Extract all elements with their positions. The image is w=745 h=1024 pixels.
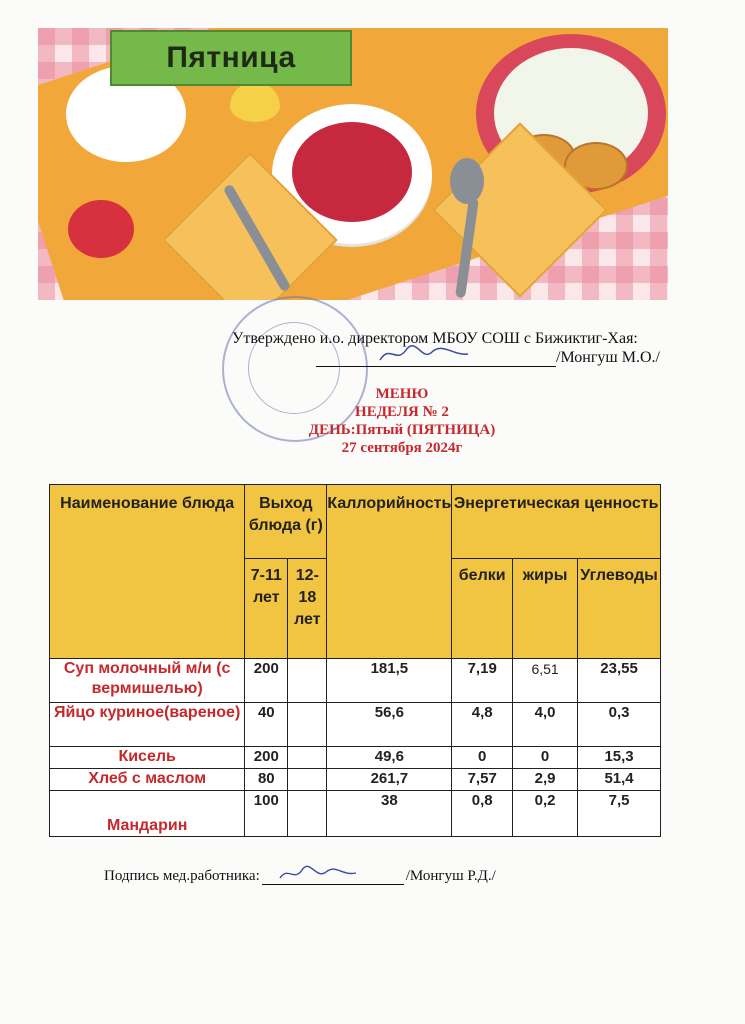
medic-signature-scribble — [278, 864, 368, 884]
header-protein: белки — [452, 559, 513, 659]
header-illustration — [38, 28, 668, 300]
banana-illustration — [230, 82, 280, 122]
yield-12-18 — [288, 769, 327, 791]
dish-name: Кисель — [50, 747, 245, 769]
fat: 0,2 — [513, 791, 578, 837]
fat: 6,51 — [513, 659, 578, 703]
header-carbs: Углеводы — [578, 559, 661, 659]
day-title: Пятница — [166, 41, 296, 74]
fat: 4,0 — [513, 703, 578, 747]
signature-field — [316, 348, 556, 367]
carbs: 15,3 — [578, 747, 661, 769]
medic-signature-field — [262, 866, 404, 885]
calories: 49,6 — [327, 747, 452, 769]
medic-signature-block — [104, 866, 496, 885]
dish-name: Мандарин — [50, 791, 245, 837]
menu-heading: МЕНЮ — [375, 386, 429, 402]
calories: 261,7 — [327, 769, 452, 791]
protein: 7,57 — [452, 769, 513, 791]
yield-12-18 — [288, 659, 327, 703]
header-fat: жиры — [513, 559, 578, 659]
calories: 181,5 — [327, 659, 452, 703]
fat: 2,9 — [513, 769, 578, 791]
table-row — [50, 791, 661, 837]
week-heading: НЕДЕЛЯ № 2 — [355, 404, 449, 420]
day-title-tag — [110, 30, 352, 86]
date-heading: 27 сентября 2024г — [341, 440, 463, 456]
yield-12-18 — [288, 747, 327, 769]
header-dish: Наименование блюда — [50, 485, 245, 659]
approval-text: Утверждено и.о. директором МБОУ СОШ с Бижиктиг-Хая: — [232, 330, 638, 347]
yield-12-18 — [288, 703, 327, 747]
protein: 4,8 — [452, 703, 513, 747]
carbs: 0,3 — [578, 703, 661, 747]
director-signature-line — [316, 348, 660, 367]
header-age-7-11: 7-11 лет — [245, 559, 288, 659]
calories: 38 — [327, 791, 452, 837]
menu-table — [49, 484, 661, 837]
yield-7-11: 40 — [245, 703, 288, 747]
table-row — [50, 659, 661, 703]
fat: 0 — [513, 747, 578, 769]
tomato-illustration — [68, 200, 134, 258]
protein: 0,8 — [452, 791, 513, 837]
header-age-12-18: 12-18 лет — [288, 559, 327, 659]
yield-7-11: 200 — [245, 747, 288, 769]
dish-name: Хлеб с маслом — [50, 769, 245, 791]
day-heading: ДЕНЬ:Пятый (ПЯТНИЦА) — [308, 422, 496, 438]
header-energy: Энергетическая ценность — [452, 485, 661, 559]
header-yield: Выход блюда (г) — [245, 485, 327, 559]
calories: 56,6 — [327, 703, 452, 747]
table-row — [50, 747, 661, 769]
signature-scribble — [376, 342, 496, 366]
header-calories: Каллорийность — [327, 485, 452, 659]
yield-7-11: 80 — [245, 769, 288, 791]
yield-7-11: 200 — [245, 659, 288, 703]
protein: 7,19 — [452, 659, 513, 703]
medic-name: /Монгуш Р.Д./ — [405, 868, 496, 884]
carbs: 7,5 — [578, 791, 661, 837]
yield-12-18 — [288, 791, 327, 837]
medic-label: Подпись мед.работника: — [104, 868, 260, 884]
table-row — [50, 703, 661, 747]
spoon-illustration — [450, 158, 484, 204]
carbs: 51,4 — [578, 769, 661, 791]
dish-name: Яйцо куриное(вареное) — [50, 703, 245, 747]
yield-7-11: 100 — [245, 791, 288, 837]
protein: 0 — [452, 747, 513, 769]
director-name: /Монгуш М.О./ — [556, 349, 660, 366]
carbs: 23,55 — [578, 659, 661, 703]
dish-name: Суп молочный м/и (с вермишелью) — [50, 659, 245, 703]
table-row — [50, 769, 661, 791]
